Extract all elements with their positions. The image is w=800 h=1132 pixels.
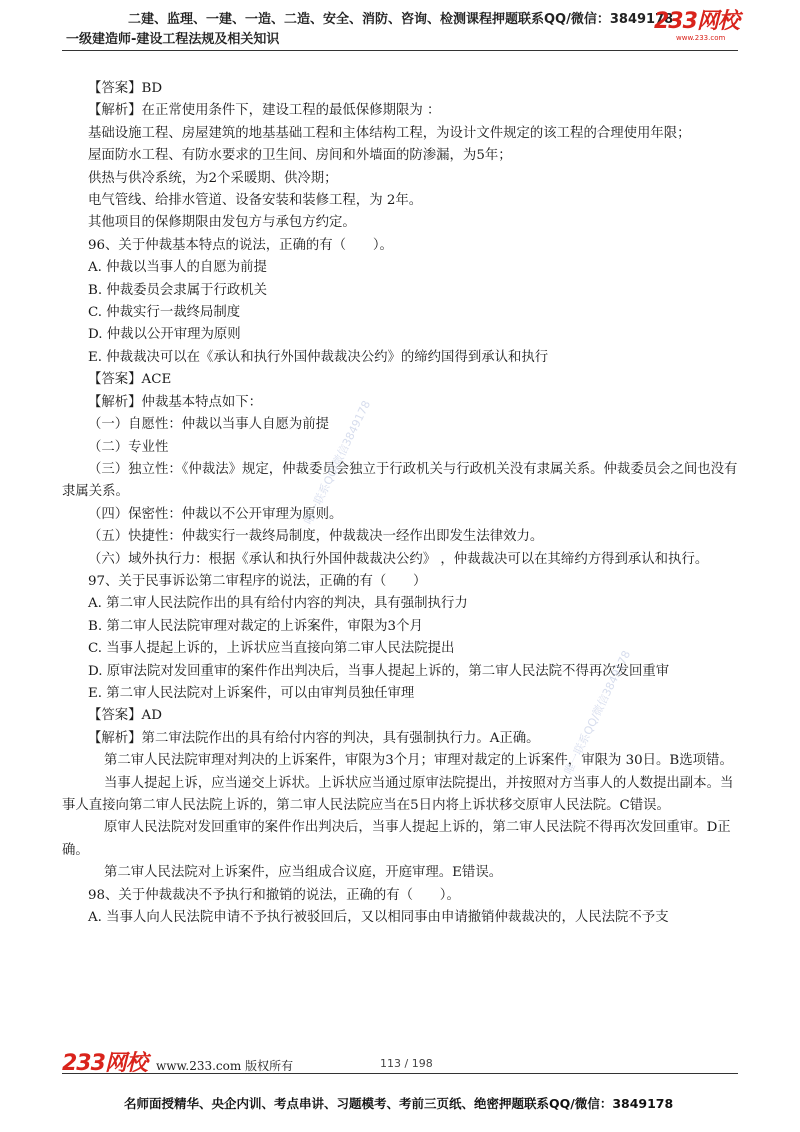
option-a: A. 第二审人民法院作出的具有给付内容的判决，具有强制执行力: [88, 596, 468, 612]
body-paragraph: （四）保密性：仲裁以不公开审理为原则。: [88, 506, 343, 522]
question-96: 96、关于仲裁基本特点的说法，正确的有（ ）。: [88, 237, 393, 253]
body-paragraph: 屋面防水工程、有防水要求的卫生间、房间和外墙面的防渗漏，为5年；: [88, 148, 512, 164]
footer-promo: 名师面授精华、央企内训、考点串讲、习题模考、考前三页纸、绝密押题联系QQ/微信：3849178: [124, 1096, 674, 1111]
body-paragraph: （二）专业性: [88, 439, 169, 455]
body-paragraph: 其他项目的保修期限由发包方与承包方约定。: [88, 215, 356, 231]
header-promo: 二建、监理、一建、一造、二造、安全、消防、咨询、检测课程押题联系QQ/微信：3849178: [128, 12, 674, 27]
footer-logo-text: 233网校: [62, 1051, 147, 1076]
question-98: 98、关于仲裁裁决不予执行和撤销的说法，正确的有（ ）。: [88, 887, 460, 903]
analysis-paragraph: 【解析】仲裁基本特点如下：: [88, 394, 263, 410]
body-paragraph: 电气管线、给排水管道、设备安装和装修工程，为 2年。: [88, 193, 423, 209]
logo-subtext: www.233.com: [676, 34, 726, 42]
body-paragraph: （三）独立性：《仲裁法》规定，仲裁委员会独立于行政机关与行政机关没有隶属关系。仲裁委员会之间也没有隶属关系。: [62, 461, 738, 500]
body-paragraph: （五）快捷性：仲裁实行一裁终局制度，仲裁裁决一经作出即发生法律效力。: [88, 529, 544, 545]
body-paragraph: 基础设施工程、房屋建筑的地基基础工程和主体结构工程，为设计文件规定的该工程的合理使用年限；: [88, 125, 691, 141]
body-paragraph: 第二审人民法院审理对判决的上诉案件，审限为3个月；审理对裁定的上诉案件，审限为 30日。B选项错。: [104, 753, 733, 769]
brand-logo: [654, 10, 750, 50]
option-c: C. 当事人提起上诉的，上诉状应当直接向第二审人民法院提出: [88, 641, 455, 657]
option-c: C. 仲裁实行一裁终局制度: [88, 305, 241, 321]
body-paragraph: 供热与供冷系统，为2个采暖期、供冷期；: [88, 170, 338, 186]
option-b: B. 仲裁委员会隶属于行政机关: [88, 282, 268, 298]
footer-copyright: www.233.com 版权所有: [156, 1059, 294, 1073]
option-a: A. 仲裁以当事人的自愿为前提: [88, 260, 267, 276]
answer-label: 【答案】BD: [88, 81, 163, 96]
watermark: 唯一联系QQ/微信3849178: [301, 398, 374, 527]
option-e: E. 仲裁裁决可以在《承认和执行外国仲裁裁决公约》的缔约国得到承认和执行: [88, 349, 549, 365]
page-header: [0, 0, 800, 52]
body-paragraph: 第二审人民法院对上诉案件，应当组成合议庭，开庭审理。E错误。: [104, 865, 503, 881]
option-d: D. 原审法院对发回重审的案件作出判决后，当事人提起上诉的，第二审人民法院不得再次发回重审: [88, 663, 670, 679]
question-97: 97、关于民事诉讼第二审程序的说法，正确的有（ ）: [88, 573, 427, 589]
document-title: 一级建造师-建设工程法规及相关知识: [66, 32, 280, 47]
document-body: [62, 78, 740, 929]
header-divider: [62, 50, 738, 51]
body-paragraph: 原审人民法院对发回重审的案件作出判决后，当事人提起上诉的，第二审人民法院不得再次发回重审。D正确。: [62, 820, 731, 858]
option-e: E. 第二审人民法院对上诉案件，可以由审判员独任审理: [88, 685, 415, 701]
option-a: A. 当事人向人民法院申请不予执行被驳回后，又以相同事由申请撤销仲裁裁决的，人民法院不予支: [88, 910, 669, 926]
answer-label: 【答案】AD: [88, 708, 162, 724]
logo-text: 233网校: [654, 9, 739, 34]
answer-label: 【答案】ACE: [88, 372, 172, 388]
body-paragraph: （六）域外执行力：根据《承认和执行外国仲裁裁决公约》 ，仲裁裁决可以在其缔约方得到承认和执行。: [88, 551, 709, 567]
analysis-paragraph: 【解析】在正常使用条件下，建设工程的最低保修期限为 ：: [88, 103, 441, 119]
page-number: 113 / 198: [380, 1057, 433, 1070]
option-b: B. 第二审人民法院审理对裁定的上诉案件，审限为3个月: [88, 618, 423, 634]
footer-divider: [62, 1073, 738, 1074]
analysis-paragraph: 【解析】第二审法院作出的具有给付内容的判决，具有强制执行力。A正确。: [88, 730, 540, 746]
body-paragraph: （一）自愿性：仲裁以当事人自愿为前提: [88, 417, 330, 433]
option-d: D. 仲裁以公开审理为原则: [88, 327, 241, 343]
watermark: 唯一联系QQ/微信3849178: [561, 648, 634, 777]
body-paragraph: 当事人提起上诉，应当递交上诉状。上诉状应当通过原审法院提出，并按照对方当事人的人数提出副本。当事人直接向第二审人民法院上诉的，第二审人民法院应当在5日内将上诉状移交原审人民法院。C错误。: [62, 775, 734, 813]
